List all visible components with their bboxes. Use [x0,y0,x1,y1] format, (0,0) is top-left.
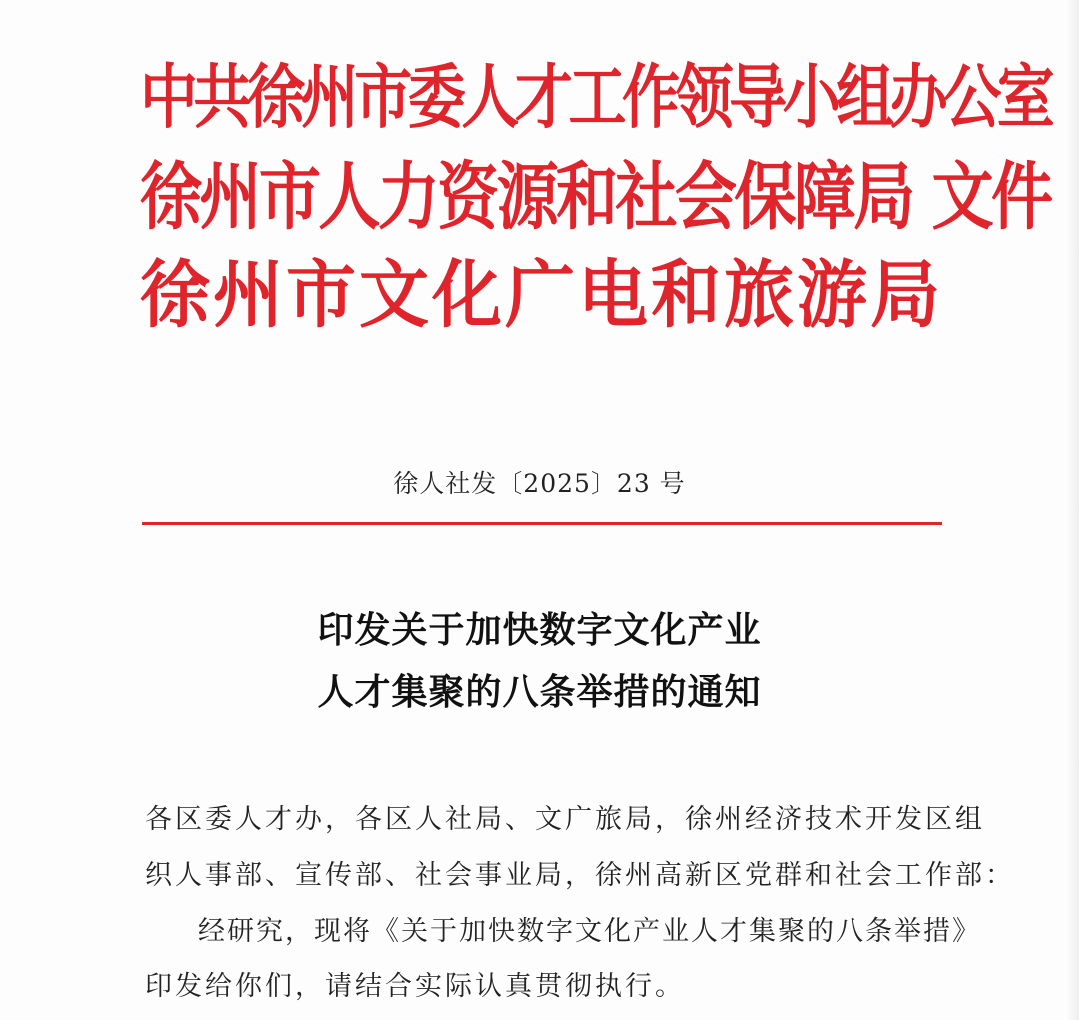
page-edge-shadow [1065,0,1079,1020]
issuer-line-1: 中共徐州市委人才工作领导小组办公室 [140,55,1051,138]
issuer-line-2: 徐州市人力资源和社会保障局 文件 [140,152,1051,240]
body-paragraph-line-1: 经研究，现将《关于加快数字文化产业人才集聚的八条举措》 [198,916,981,947]
document-number: 徐人社发〔2025〕23 号 [393,469,686,498]
red-divider-line [142,522,942,525]
recipients-line-1: 各区委人才办，各区人社局、文广旅局，徐州经济技术开发区组 [145,804,985,835]
issuer-line-3: 徐州市文化广电和旅游局 [140,250,943,338]
body-paragraph-line-2: 印发给你们，请结合实际认真贯彻执行。 [145,971,685,1002]
recipients-line-2: 织人事部、宣传部、社会事业局，徐州高新区党群和社会工作部： [145,860,1015,891]
document-title-line-1: 印发关于加快数字文化产业 [317,609,762,651]
document-title-line-2: 人才集聚的八条举措的通知 [317,671,762,713]
